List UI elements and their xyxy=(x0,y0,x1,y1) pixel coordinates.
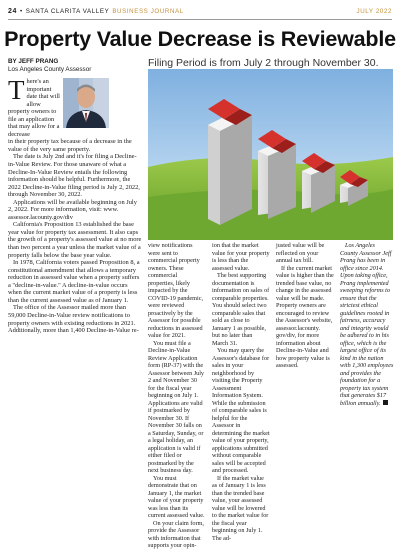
header-separator: • xyxy=(20,7,23,15)
paragraph: in their property tax because of a decrease in the value of the very same property. xyxy=(8,138,132,153)
author-bio xyxy=(340,242,394,407)
paragraph: justed value will be reflected on your annual tax bill. xyxy=(276,242,325,264)
paragraph: If the market value as of January 1 is less than the trended base value, your assessed value will be lowered to the market value for the fiscal year beginning on July 1. The ad- xyxy=(212,474,269,542)
byline xyxy=(8,58,91,74)
author-bio-text: Los Angeles County Assessor Jeff Prang has been in office since 2014. Upon taking office, Prang implemented sweeping reforms to ensure that the strictest ethical guidelines rooted in fairness, accuracy and integrity would be adhered to in his office, which is the largest office of its kind in the nation with 1,300 employees and provides the foundation for a property tax system that generates $17 billion annually. xyxy=(340,242,394,407)
article-headline: Property Value Decrease is Reviewable xyxy=(4,26,396,51)
article-column-5 xyxy=(340,242,394,407)
article-column-3 xyxy=(212,242,270,542)
paragraph: The best supporting documentation is information on sales of comparable properties. You should select two comparable sales that sold as close to January 1 as possible, but no later than March 31. xyxy=(212,272,270,347)
paragraph: In 1978, California voters passed Proposition 8, a constitutional amendment that allows a temporary reduction in assessed value when a property suffers a "decline-in-value." A decline-in-value occurs when the current market value of a property is less than the current assessed value as of January 1. xyxy=(8,259,140,304)
paragraph: California's Proposition 13 established the base year value for property tax assessment. It also caps the growth of a property's assessed value at no more than two percent a year unless the market value of a property falls below the base year value. xyxy=(8,221,142,259)
header-left xyxy=(8,8,184,15)
byline-name: BY JEFF PRANG xyxy=(8,58,59,65)
article-column-1 xyxy=(8,75,142,335)
page-header xyxy=(8,3,392,19)
article-column-4 xyxy=(276,242,334,370)
paragraph: ion that the market value for your property is less than the assessed value. xyxy=(212,242,270,272)
article-subhead: Filing Period is from July 2 through November 30. xyxy=(148,57,379,69)
page-number: 24 xyxy=(8,7,17,15)
issue-date: JULY 2022 xyxy=(356,7,392,15)
paragraph: On your claim form, provide the Assessor with information that supports your opin- xyxy=(148,519,204,549)
article-column-2 xyxy=(148,242,205,550)
publication-name: SANTA CLARITA VALLEY xyxy=(25,7,110,15)
paragraph: You must file a Decline-in-Value Review Application form (RP-37) with the Assessor between July 2 and November 30 for the fiscal year beginning on July 1. Applications are valid if postmarked by November 30. If November 30 falls on a Saturday, Sunday, or a legal holiday, an application is valid if either filed or postmarked by the next business day. xyxy=(148,339,205,474)
intro-text: here's an important date that will allow property owners to file an application that may allow for a decrease xyxy=(8,78,60,138)
article-intro xyxy=(8,75,62,138)
paragraph: You may query the Assessor's database for sales in your neighborhood by visiting the Property Assessment Information System. While the submission of comparable sales is helpful for the Assessor in determining the market value of your property, applications submitted without comparable sales will be accepted and processed. xyxy=(212,347,270,474)
paragraph: The date is July 2nd and it's for filing a Decline-in-Value Review. For those unaware of what a Decline-In-Value Review entails the following information should be helpful. Furthermore, the 2022 Decline-in-Value filing period is July 2, 2022, through November 30, 2022. xyxy=(8,153,140,199)
drop-cap: T xyxy=(8,75,25,105)
paragraph: view notifications were sent to commercial property owners. These commercial properties, likely impacted by the COVID-19 pandemic, were reviewed proactively by the Assessor for possible reductions in assessed value for 2021. xyxy=(148,242,203,339)
publication-name-accent: BUSINESS JOURNAL xyxy=(112,7,184,15)
paragraph: You must demonstrate that on January 1, the market value of your property was less than its current assessed value. xyxy=(148,474,205,519)
end-mark xyxy=(383,400,388,405)
article-illustration xyxy=(148,69,393,240)
paragraph: If the current market value is higher than the trended base value, no change in the assessed value will be made. Property owners are encouraged to review the Assessor's website, assessor.lacounty. gov/div, for more information about Decline-in-Value and how property value is assessed. xyxy=(276,264,334,369)
paragraph: Applications will be available beginning on July 2, 2022. For more information, visit: www. assessor.lacounty.gov/div xyxy=(8,198,137,221)
byline-title: Los Angeles County Assessor xyxy=(8,66,92,73)
paragraph: The office of the Assessor mailed more than 59,000 Decline-in-Value review notifications to property owners with existing reductions in 2021. Additionally, more than 1,400 Decline-in-Value re- xyxy=(8,304,139,335)
header-rule xyxy=(8,19,392,20)
